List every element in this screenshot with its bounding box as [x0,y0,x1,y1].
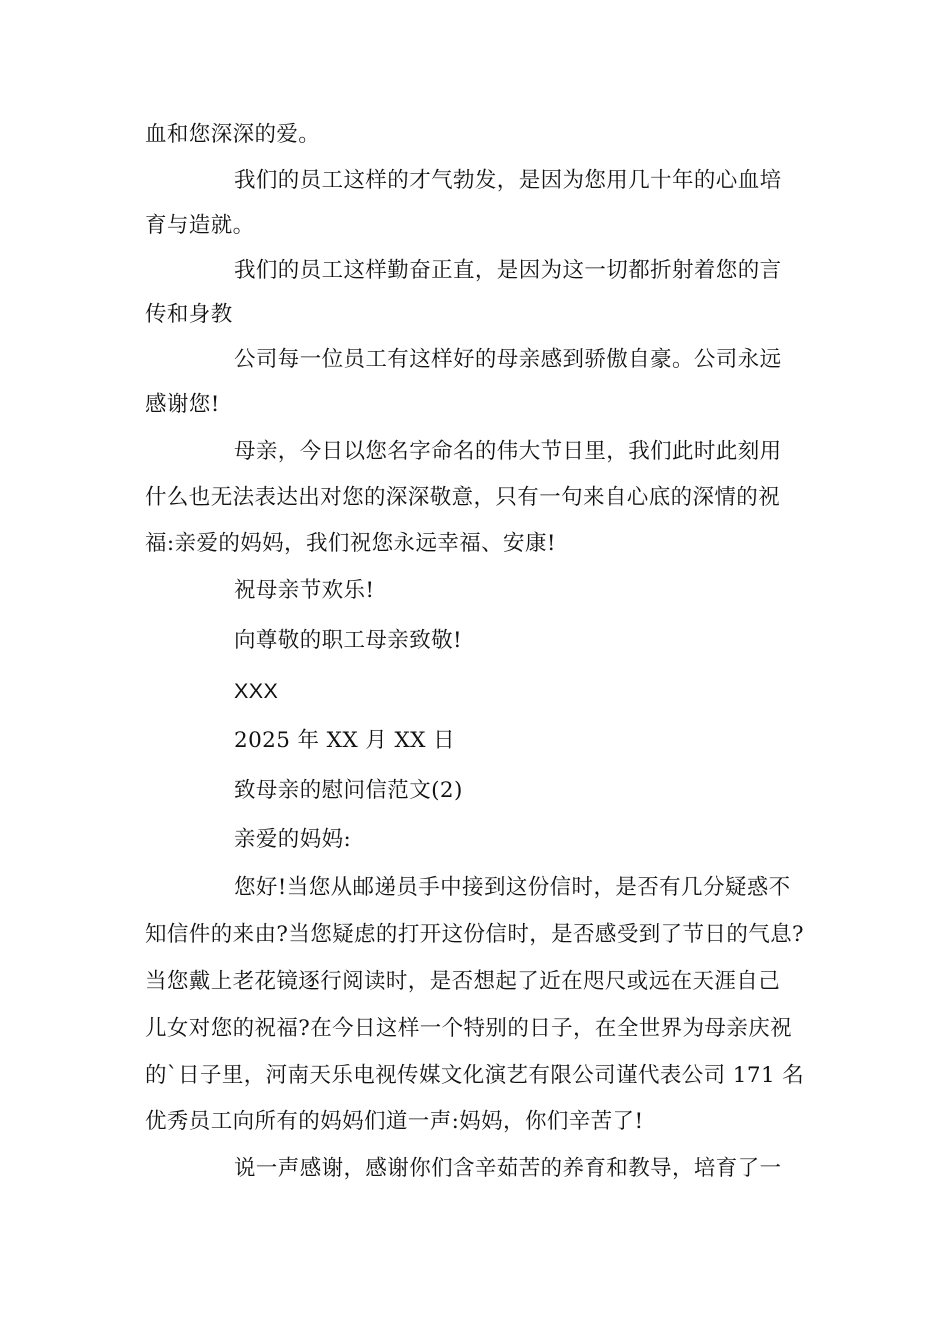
paragraph-line: 我们的员工这样的才气勃发，是因为您用几十年的心血培 [234,168,782,193]
date-line: 2025 年 XX 月 XX 日 [234,728,456,753]
paragraph-line: 母亲，今日以您名字命名的伟大节日里，我们此时此刻用 [234,439,782,464]
paragraph-line: 育与造就。 [145,213,255,238]
signature: XXX [234,679,279,703]
paragraph-line: 我们的员工这样勤奋正直，是因为这一切都折射着您的言 [234,258,782,283]
salutation: 亲爱的妈妈: [234,827,352,852]
paragraph-line: 儿女对您的祝福?在今日这样一个特别的日子，在全世界为母亲庆祝 [145,1016,793,1041]
paragraph-line: 说一声感谢，感谢你们含辛茹苦的养育和教导，培育了一 [234,1156,782,1181]
paragraph-line: 传和身教 [145,302,233,327]
paragraph-line: 公司每一位员工有这样好的母亲感到骄傲自豪。公司永远 [234,347,782,372]
paragraph-line: 什么也无法表达出对您的深深敬意，只有一句来自心底的深情的祝 [145,485,781,510]
paragraph-line: 福:亲爱的妈妈，我们祝您永远幸福、安康! [145,531,556,556]
paragraph-line: 优秀员工向所有的妈妈们道一声:妈妈，你们辛苦了! [145,1109,644,1134]
closing-line: 祝母亲节欢乐! [234,578,375,603]
paragraph-line: 您好!当您从邮递员手中接到这份信时，是否有几分疑惑不 [234,875,791,900]
paragraph-line: 当您戴上老花镜逐行阅读时，是否想起了近在咫尺或远在天涯自己 [145,969,781,994]
paragraph-line: 知信件的来由?当您疑虑的打开这份信时，是否感受到了节日的气息? [145,922,804,947]
paragraph-line: 血和您深深的爱。 [145,122,321,147]
closing-line: 向尊敬的职工母亲致敬! [234,628,463,653]
paragraph-line: 的`日子里，河南天乐电视传媒文化演艺有限公司谨代表公司 171 名 [145,1063,805,1088]
paragraph-line: 感谢您! [145,392,220,417]
section-title: 致母亲的慰问信范文(2) [234,778,463,803]
